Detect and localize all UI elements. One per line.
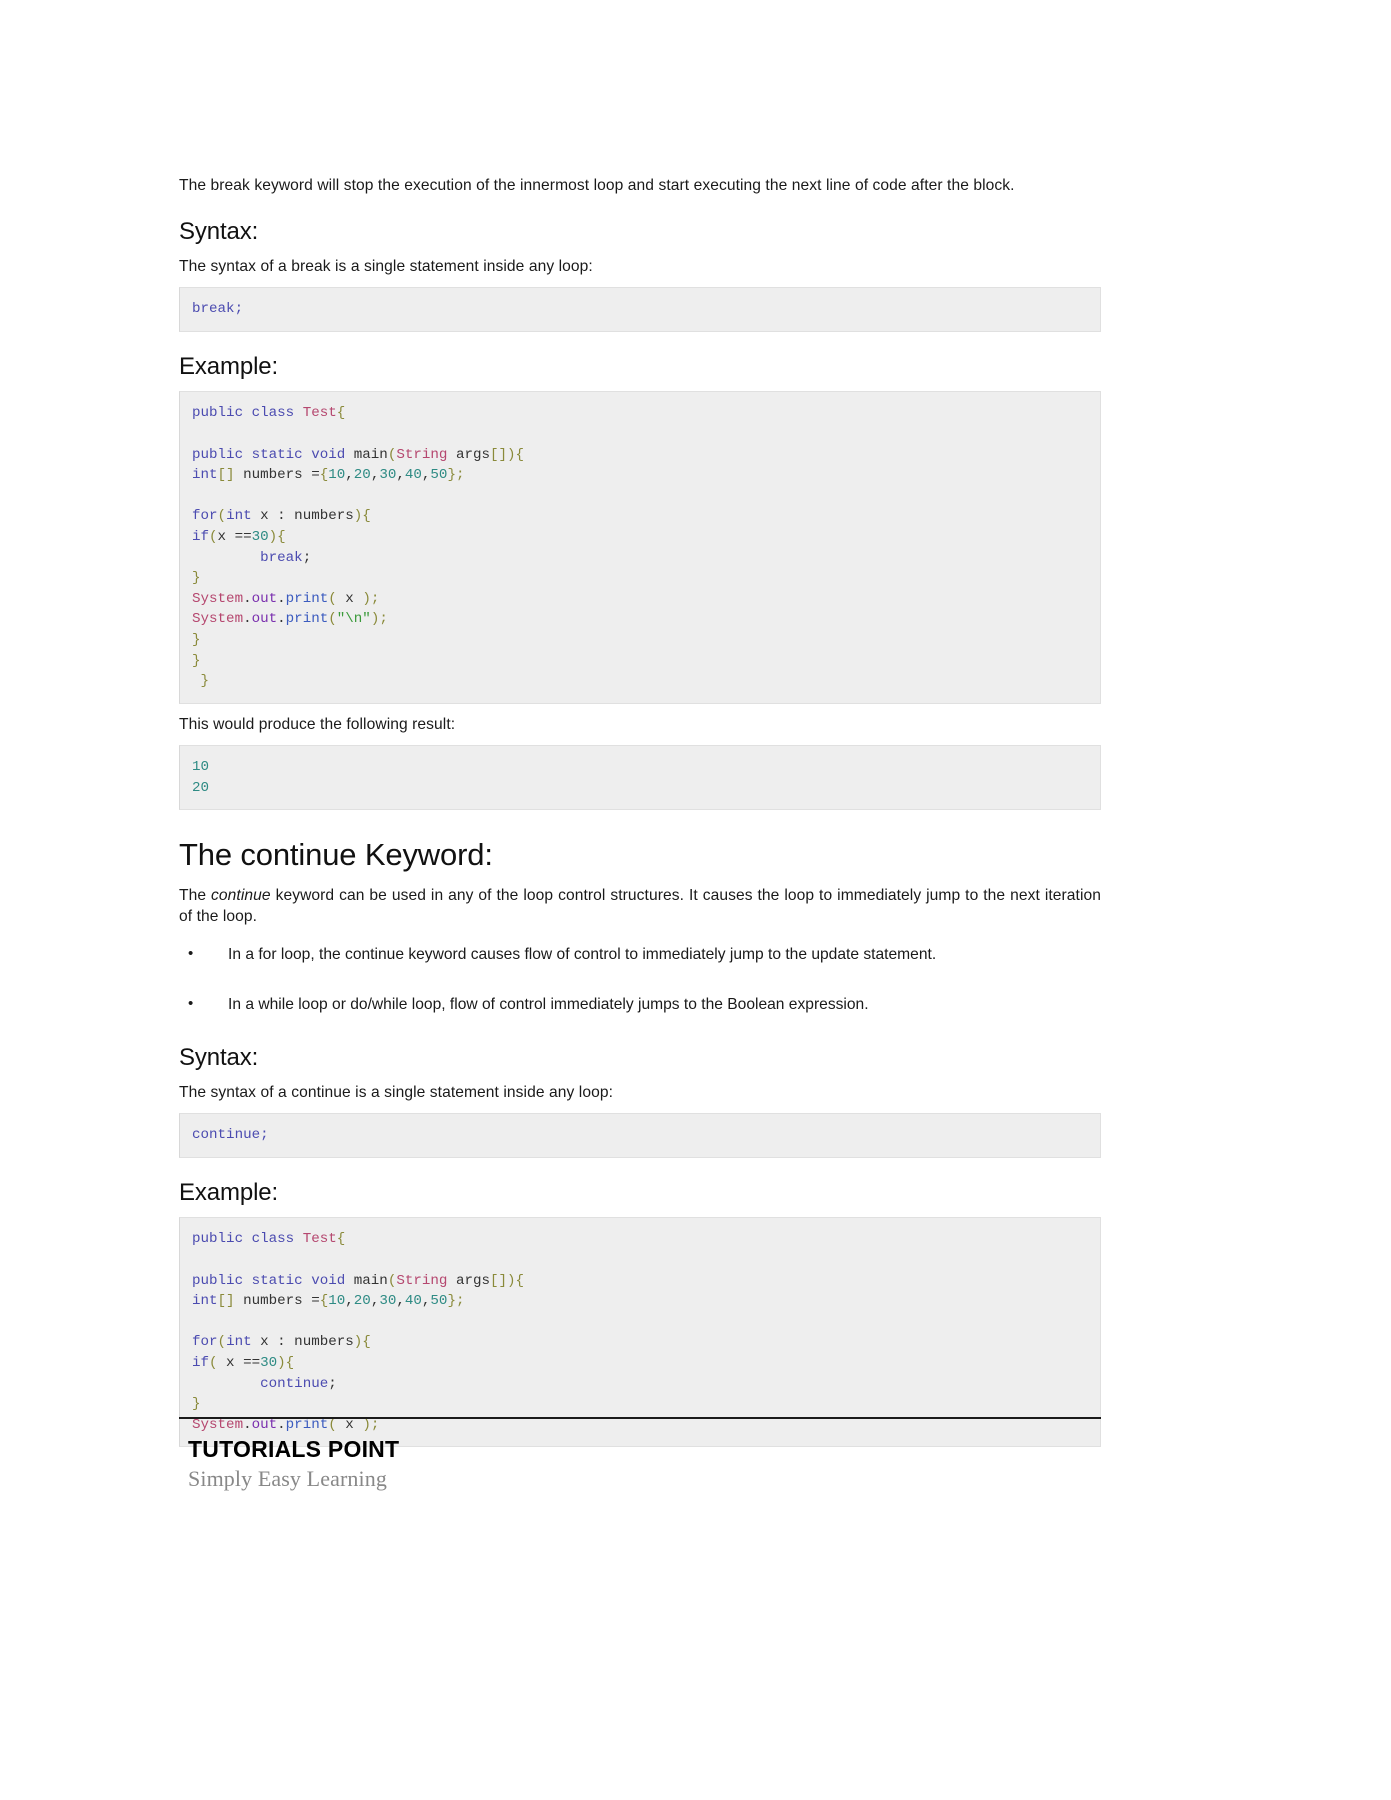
continue-syntax-heading: Syntax: — [179, 1043, 259, 1071]
output-line — [192, 757, 1100, 778]
intro-paragraph: The break keyword will stop the execution of the innermost loop and start executing the next line of code after the block. — [179, 177, 1015, 194]
code-line: continue; — [260, 1375, 337, 1392]
code-line: System.out.print( x ); — [192, 1416, 380, 1433]
code-line — [192, 1250, 1100, 1271]
list-item-text: In a while loop or do/while loop, flow of control immediately jumps to the Boolean expression. — [228, 996, 869, 1014]
code-line — [192, 1125, 1100, 1146]
code-line: public class Test{ — [192, 1231, 346, 1248]
code-line: System.out.print( x ); — [192, 590, 380, 607]
break-result-intro: This would produce the following result: — [179, 715, 456, 733]
code-line: for(int x : numbers){ — [192, 508, 371, 525]
bullet-marker-icon: • — [188, 944, 194, 962]
break-syntax-heading: Syntax: — [179, 217, 259, 245]
list-item — [179, 944, 1101, 966]
break-syntax-intro: The syntax of a break is a single statement inside any loop: — [179, 257, 593, 275]
continue-syntax-code-block — [179, 1113, 1101, 1158]
continue-syntax-intro: The syntax of a continue is a single statement inside any loop: — [179, 1083, 613, 1101]
output-value: 20 — [192, 779, 210, 796]
continue-example-code-block — [179, 1217, 1101, 1447]
continue-intro-italic: continue — [211, 886, 271, 904]
code-line: } — [192, 1396, 201, 1413]
code-line: if(x ==30){ — [192, 528, 286, 545]
output-value: 10 — [192, 759, 210, 776]
code-line: } — [192, 673, 210, 690]
continue-example-heading: Example: — [179, 1179, 279, 1207]
code-line: int[] numbers ={10,20,30,40,50}; — [192, 1293, 465, 1310]
code-line: } — [192, 570, 201, 587]
code-line — [192, 299, 1100, 320]
code-line: } — [192, 652, 201, 669]
code-token-keyword: continue; — [192, 1127, 269, 1144]
continue-intro-suffix: keyword can be used in any of the loop control structures. It causes the loop to immediately jump to the next iteration of the loop. — [179, 886, 1101, 926]
code-line: } — [192, 631, 201, 648]
continue-intro-prefix: The — [179, 886, 212, 904]
code-line — [192, 486, 1100, 507]
code-line: public class Test{ — [192, 405, 346, 422]
code-line: System.out.print("\n"); — [192, 611, 388, 628]
code-line — [192, 1312, 1100, 1333]
code-line: break; — [260, 549, 312, 566]
break-result-block — [179, 745, 1101, 810]
list-item — [179, 994, 1101, 1016]
code-line: int[] numbers ={10,20,30,40,50}; — [192, 467, 465, 484]
page-footer — [179, 1417, 1101, 1492]
code-line: public static void main(String args[]){ — [192, 446, 525, 463]
break-example-code-block — [179, 391, 1101, 703]
continue-bullet-list — [179, 944, 1101, 1016]
code-line: if( x ==30){ — [192, 1355, 295, 1372]
break-syntax-code-block — [179, 287, 1101, 332]
output-line — [192, 778, 1100, 799]
continue-keyword-heading: The continue Keyword: — [179, 837, 493, 873]
footer-tagline: Simply Easy Learning — [188, 1466, 387, 1491]
code-token-keyword: break; — [192, 301, 244, 318]
code-line: public static void main(String args[]){ — [192, 1272, 525, 1289]
page-content — [179, 175, 1101, 1457]
continue-intro-paragraph — [179, 885, 1101, 928]
footer-brand: TUTORIALS POINT — [188, 1436, 400, 1462]
list-item-text: In a for loop, the continue keyword causes flow of control to immediately jump to the update statement. — [228, 945, 937, 963]
code-line — [192, 424, 1100, 445]
footer-divider — [179, 1417, 1101, 1419]
bullet-marker-icon: • — [188, 995, 194, 1013]
break-example-heading: Example: — [179, 353, 279, 381]
code-line: for(int x : numbers){ — [192, 1334, 371, 1351]
